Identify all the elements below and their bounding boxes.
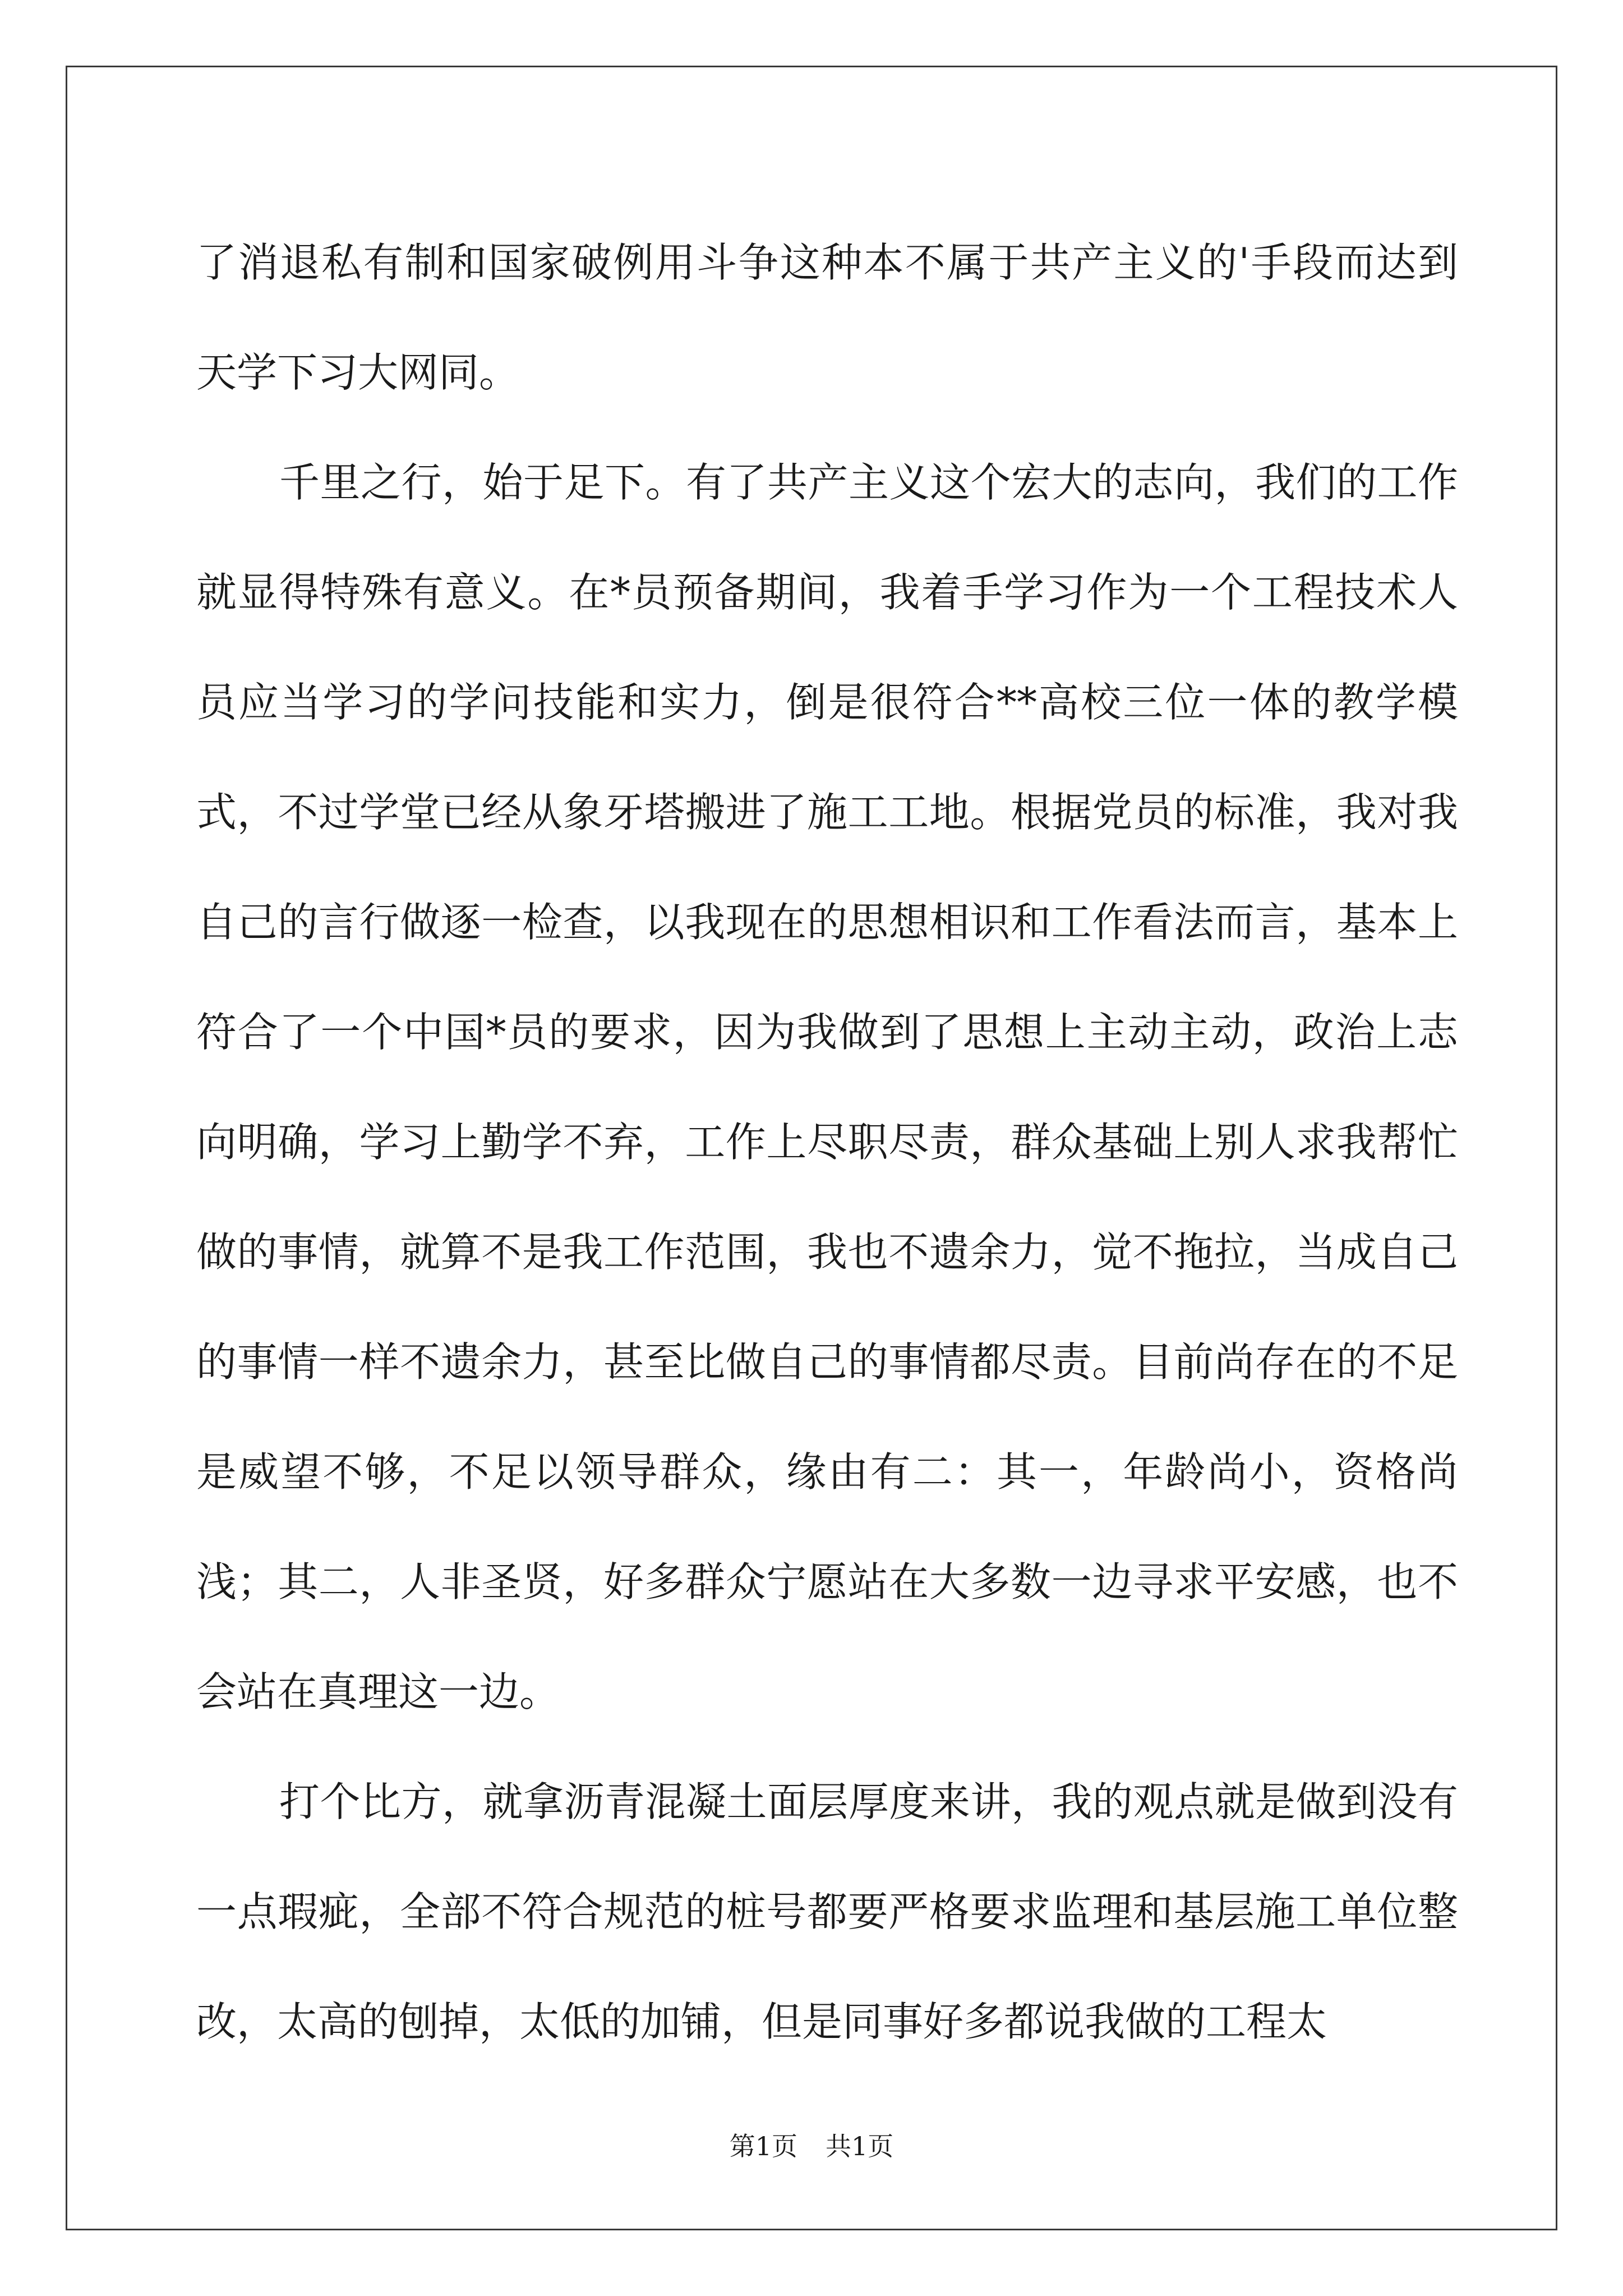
paragraph-1: 了消退私有制和国家破例用斗争这种本不属于共产主义的'手段而达到天学下习大网同。 [196, 239, 1458, 396]
page-footer [0, 2126, 1623, 2163]
page-total: 共1页 [826, 2131, 894, 2161]
document-body [196, 208, 1458, 2077]
paragraph-3: 打个比方，就拿沥青混凝土面层厚度来讲，我的观点就是做到没有一点瑕疵，全部不符合规范的桩号都要严格要求监理和基层施工单位整改，太高的刨掉，太低的加铺，但是同事好多都说我做的工程太 [196, 1778, 1458, 2045]
paragraph-2: 千里之行，始于足下。有了共产主义这个宏大的志向，我们的工作就显得特殊有意义。在*员预备期间，我着手学习作为一个工程技术人员应当学习的学问技能和实力，倒是很符合**高校三位一体的教学模式，不过学堂已经从象牙塔搬进了施工工地。根据党员的标准，我对我自己的言行做逐一检查，以我现在的思想相识和工作看法而言，基本上符合了一个中国*员的要求，因为我做到了思想上主动主动，政治上志向明确，学习上勤学不弃，工作上尽职尽责，群众基础上别人求我帮忙做的事情，就算不是我工作范围，我也不遗余力，觉不拖拉，当成自己的事情一样不遗余力，甚至比做自己的事情都尽责。目前尚存在的不足是威望不够，不足以领导群众，缘由有二：其一，年龄尚小，资格尚浅；其二，人非圣贤，好多群众宁愿站在大多数一边寻求平安感，也不会站在真理这一边。 [196, 459, 1458, 1715]
page-number: 第1页 [729, 2131, 797, 2161]
